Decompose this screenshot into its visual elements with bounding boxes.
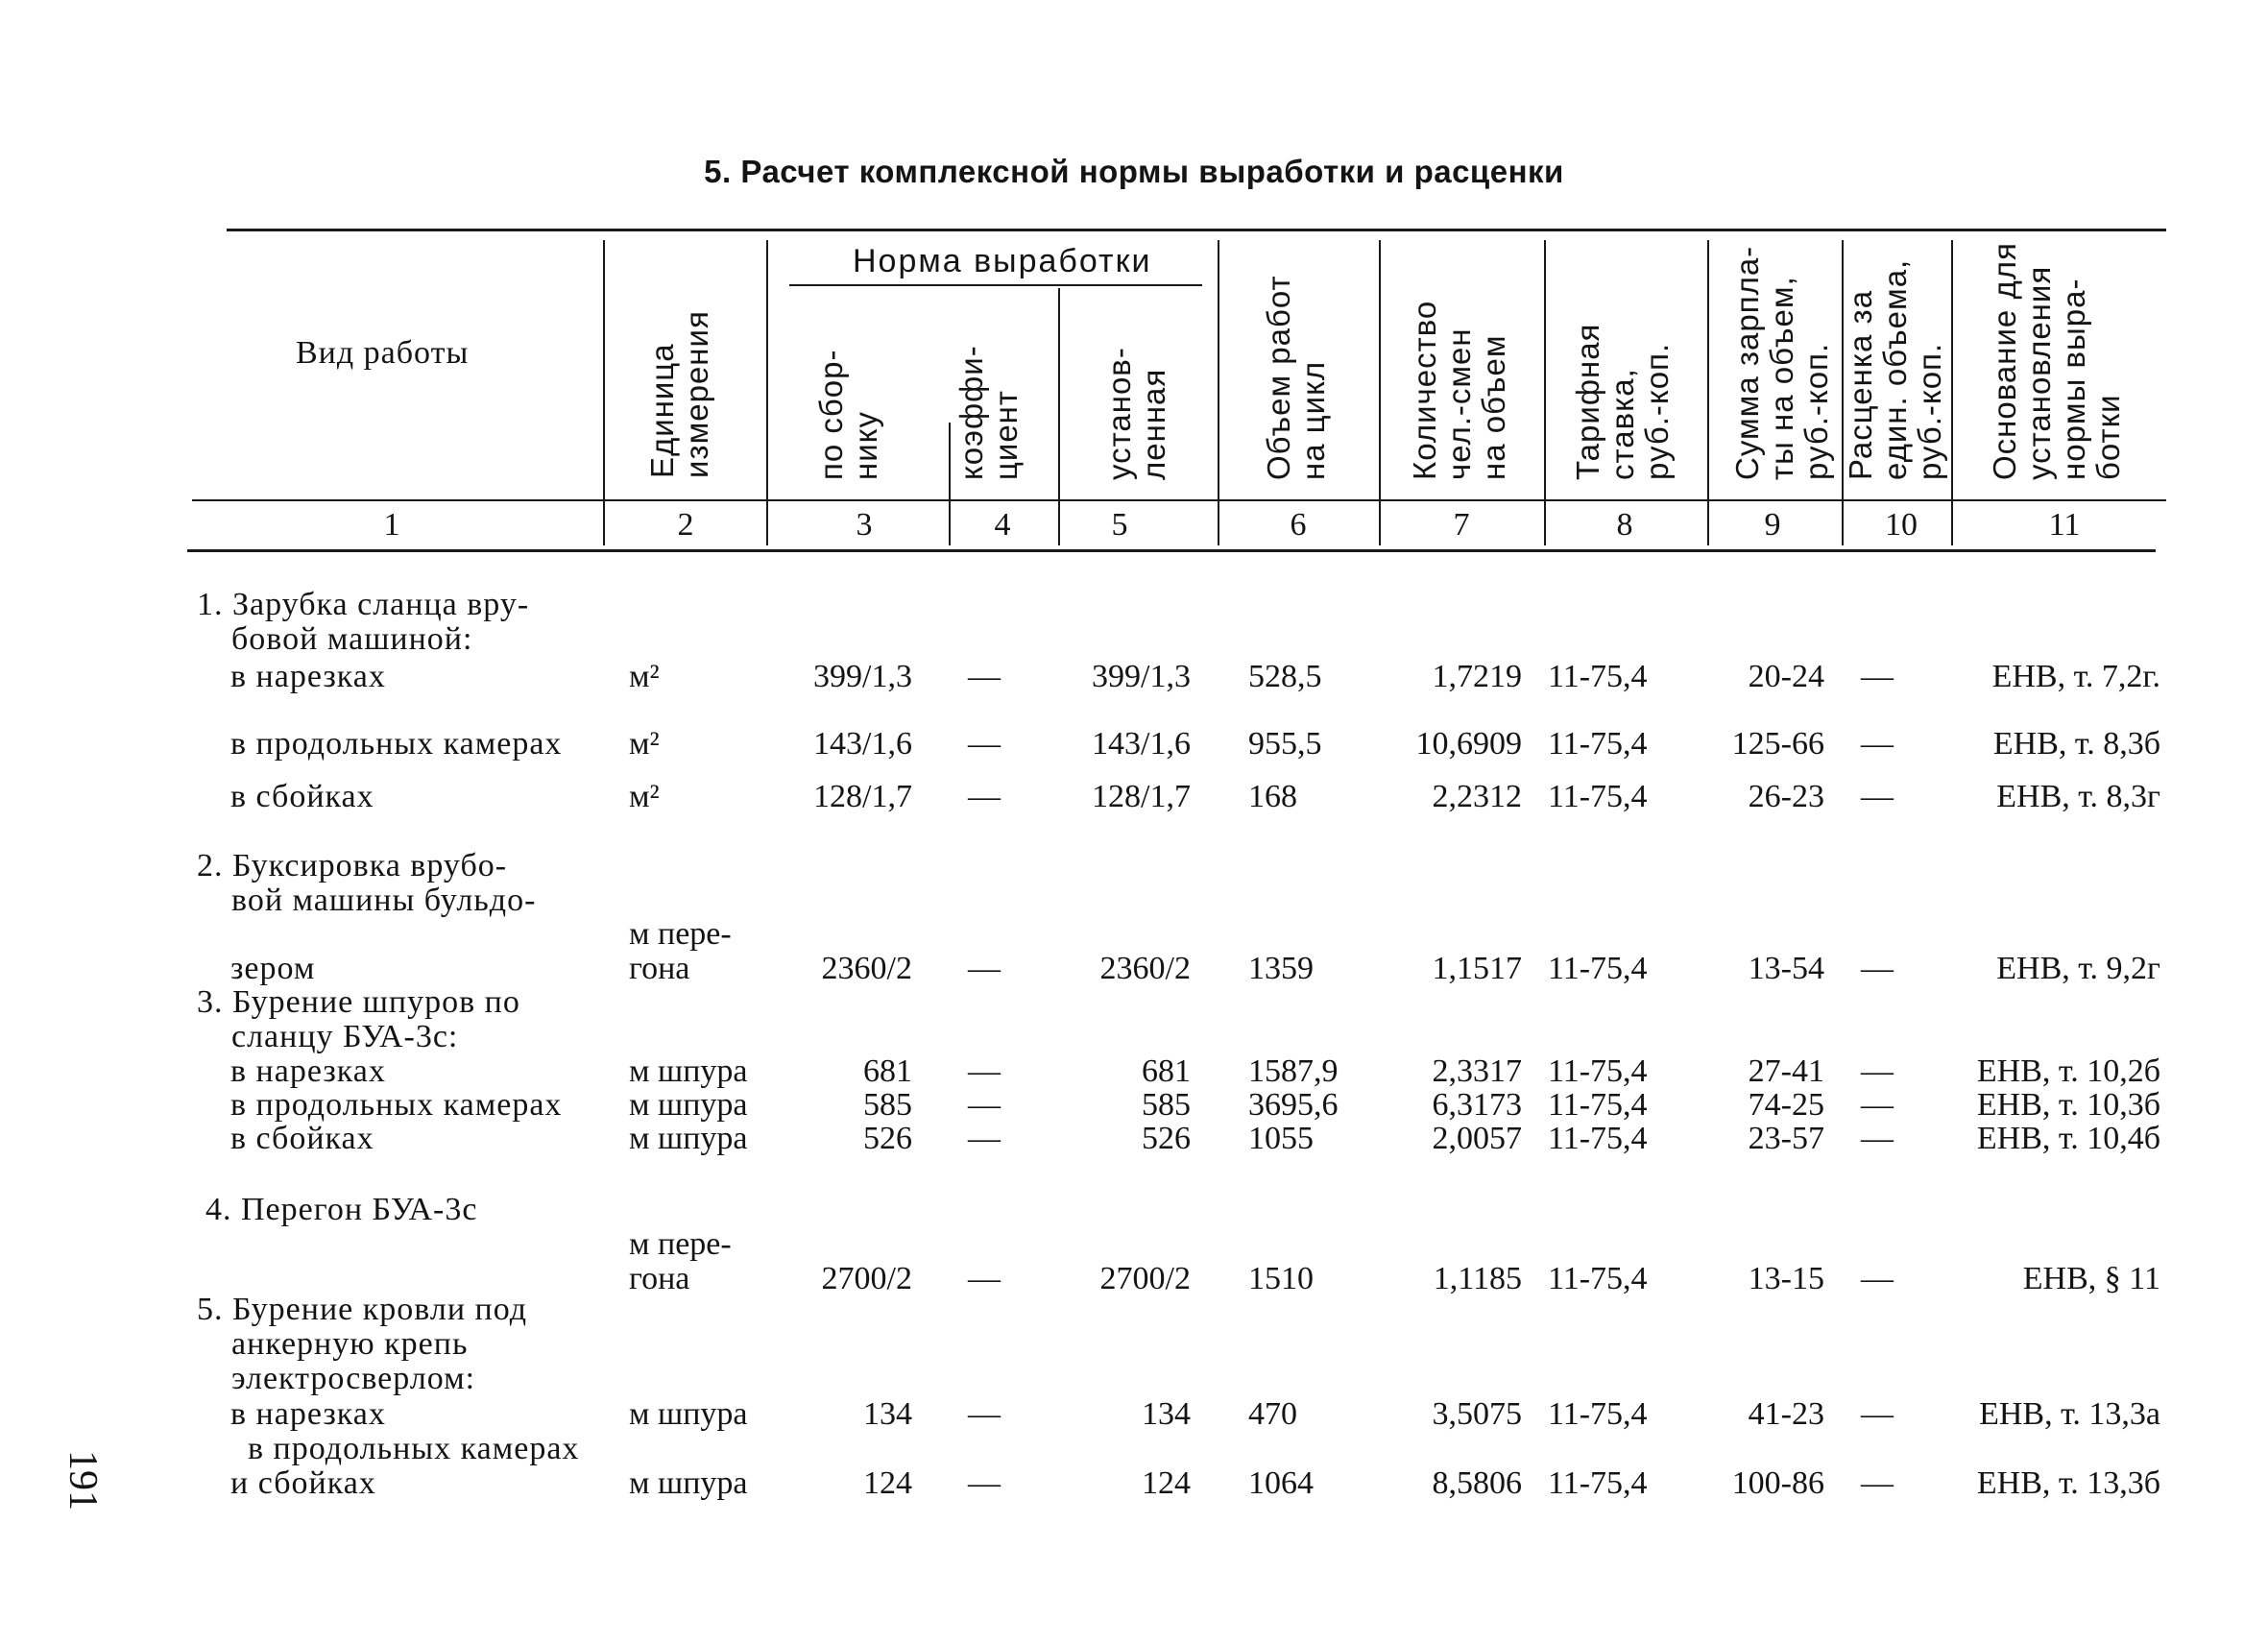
row-cell-c6: 1064 [1248,1465,1314,1501]
col-num-8: 8 [1616,507,1633,543]
row-cell-c8: 11-75,4 [1548,779,1648,814]
row-cell-c11: ЕНВ, т. 10,4б [1976,1121,2160,1156]
row-unit: м² [629,779,660,814]
header-salary-sum: Сумма зарпла- ты на объем, руб.-коп. [1729,245,1834,480]
row-work-label: в нарезках [230,1053,386,1089]
row-cell-c8: 11-75,4 [1548,1396,1648,1432]
row-cell-c5: 128/1,7 [1092,779,1191,814]
row-cell-c4: — [968,1053,1001,1089]
row-cell-c5: 585 [1142,1087,1191,1123]
row-cell-c10: — [1861,1053,1894,1089]
row-cell-c8: 11-75,4 [1548,1053,1648,1089]
row-cell-c9: 41-23 [1748,1396,1824,1432]
row-cell-c11: ЕНВ, т. 8,3г [1996,779,2160,814]
section-title-1: 1. Зарубка сланца вру- бовой машиной: [197,587,530,657]
col-num-5: 5 [1111,507,1128,543]
header-coefficient: коэффи- циент [953,345,1024,480]
col-num-11: 11 [2048,507,2081,543]
row-cell-c9: 26-23 [1748,779,1824,814]
row-cell-c10: — [1861,1261,1894,1296]
col-divider-10 [1951,240,1953,545]
row-cell-c7: 10,6909 [1415,726,1522,762]
row-cell-c11: ЕНВ, т. 7,2г. [1991,659,2160,694]
col-num-6: 6 [1290,507,1307,543]
row-cell-c10: — [1861,1087,1894,1123]
header-unit: Единица измерения [644,310,714,478]
row-work-label: в нарезках [230,1396,386,1432]
row-cell-c5: 2700/2 [1099,1261,1191,1296]
row-cell-c7: 3,5075 [1432,1396,1522,1432]
row-cell-c4: — [968,1465,1001,1501]
row-cell-c3: 681 [863,1053,912,1089]
row-cell-c9: 20-24 [1748,659,1824,694]
col-num-10: 10 [1885,507,1918,543]
row-unit: м шпура [629,1396,748,1432]
row-cell-c11: ЕНВ, т. 10,2б [1976,1053,2160,1089]
row-cell-c5: 526 [1142,1121,1191,1156]
row-cell-c8: 11-75,4 [1548,726,1648,762]
row-cell-c5: 143/1,6 [1092,726,1191,762]
row-cell-c7: 8,5806 [1432,1465,1522,1501]
col-num-4: 4 [994,507,1011,543]
row-cell-c4: — [968,659,1001,694]
col-num-7: 7 [1453,507,1470,543]
group-rule [789,284,1202,286]
row-unit: м шпура [629,1053,748,1089]
row-cell-c9: 23-57 [1748,1121,1824,1156]
header-norma-group: Норма выработки [853,243,1152,279]
row-cell-c7: 1,7219 [1432,659,1522,694]
header-bottom-rule [192,499,2166,501]
row-work-label: в продольных камерах [230,1087,563,1123]
row-cell-c9: 100-86 [1731,1465,1824,1501]
section-title-4: 4. Перегон БУА-3с [205,1192,478,1227]
row-unit: м шпура [629,1087,748,1123]
row-cell-c7: 6,3173 [1432,1087,1522,1123]
page-number: 191 [60,1450,105,1511]
row-cell-c6: 168 [1248,779,1297,814]
row-cell-c3: 2700/2 [821,1261,912,1296]
row-cell-c5: 681 [1142,1053,1191,1089]
header-ustanovlennaya: установ- ленная [1101,347,1171,480]
row-cell-c10: — [1861,659,1894,694]
row-cell-c4: — [968,779,1001,814]
row-unit: м пере- гона [629,1226,732,1296]
row-cell-c6: 955,5 [1248,726,1322,762]
page-title: 5. Расчет комплексной нормы выработки и расценки [704,154,1564,189]
row-cell-c11: ЕНВ, т. 13,3а [1979,1396,2160,1432]
header-rate: Расценка за един. объема, руб.-коп. [1843,258,1947,480]
row-work-label: в сбойках [230,779,374,814]
header-volume: Объем работ на цикл [1261,275,1331,480]
row-cell-c10: — [1861,951,1894,986]
row-cell-c6: 1055 [1248,1121,1314,1156]
column-numbers-rule [187,549,2156,552]
row-work-label: в продольных камерах и сбойках [230,1431,580,1501]
row-unit: м шпура [629,1121,748,1156]
row-cell-c7: 1,1517 [1432,951,1522,986]
row-cell-c4: — [968,1121,1001,1156]
row-cell-c6: 528,5 [1248,659,1322,694]
col-divider-5 [1218,240,1219,545]
row-cell-c3: 143/1,6 [813,726,912,762]
col-num-9: 9 [1764,507,1781,543]
header-vid-raboty: Вид работы [296,335,470,371]
row-cell-c4: — [968,1087,1001,1123]
row-cell-c4: — [968,726,1001,762]
row-cell-c11: ЕНВ, т. 10,3б [1976,1087,2160,1123]
row-cell-c6: 1510 [1248,1261,1314,1296]
row-cell-c10: — [1861,779,1894,814]
row-cell-c7: 1,1185 [1433,1261,1522,1296]
col-divider-2 [766,240,768,545]
row-cell-c10: — [1861,1396,1894,1432]
row-cell-c6: 3695,6 [1248,1087,1339,1123]
row-work-label: зером [230,951,316,986]
section-title-5: 5. Бурение кровли под анкерную крепь электросверлом: [197,1292,528,1396]
section-title-3: 3. Бурение шпуров по сланцу БУА-3с: [197,984,520,1054]
row-unit: м пере- гона [629,916,732,986]
row-cell-c11: ЕНВ, т. 9,2г [1996,951,2160,986]
col-divider-8 [1707,240,1709,545]
row-cell-c10: — [1861,1465,1894,1501]
col-divider-4 [1058,288,1060,545]
col-num-1: 1 [383,507,400,543]
row-cell-c10: — [1861,1121,1894,1156]
row-work-label: в нарезках [230,659,386,694]
row-unit: м² [629,726,660,762]
col-num-3: 3 [856,507,873,543]
row-cell-c9: 27-41 [1748,1053,1824,1089]
row-unit: м шпура [629,1465,748,1501]
row-cell-c3: 2360/2 [821,951,912,986]
row-cell-c7: 2,3317 [1432,1053,1522,1089]
row-cell-c5: 124 [1142,1465,1191,1501]
row-cell-c6: 1359 [1248,951,1314,986]
row-cell-c11: ЕНВ, т. 8,3б [1992,726,2160,762]
row-cell-c4: — [968,951,1001,986]
row-cell-c7: 2,0057 [1432,1121,1522,1156]
col-num-2: 2 [677,507,694,543]
row-cell-c4: — [968,1396,1001,1432]
row-cell-c5: 134 [1142,1396,1191,1432]
row-cell-c3: 124 [863,1465,912,1501]
row-work-label: в сбойках [230,1121,374,1156]
row-unit: м² [629,659,660,694]
row-cell-c3: 128/1,7 [813,779,912,814]
section-title-2: 2. Буксировка врубо- вой машины бульдо- [197,848,537,918]
col-divider-7 [1544,240,1546,545]
row-cell-c4: — [968,1261,1001,1296]
row-cell-c6: 470 [1248,1396,1297,1432]
row-cell-c10: — [1861,726,1894,762]
header-tariff: Тарифная ставка, руб.-коп. [1570,323,1675,480]
row-cell-c8: 11-75,4 [1548,659,1648,694]
row-cell-c9: 13-15 [1748,1261,1824,1296]
row-cell-c11: ЕНВ, § 11 [2022,1261,2160,1296]
row-cell-c9: 74-25 [1748,1087,1824,1123]
col-divider-3 [949,423,951,545]
table-top-rule [227,229,2166,231]
row-cell-c8: 11-75,4 [1548,1087,1648,1123]
row-cell-c5: 399/1,3 [1092,659,1191,694]
row-cell-c3: 585 [863,1087,912,1123]
header-man-shifts: Количество чел.-смен на объем [1407,300,1511,480]
row-cell-c8: 11-75,4 [1548,951,1648,986]
row-cell-c9: 13-54 [1748,951,1824,986]
header-basis: Основание для установления нормы выра- ботки [1987,242,2126,480]
row-cell-c8: 11-75,4 [1548,1121,1648,1156]
row-cell-c5: 2360/2 [1099,951,1191,986]
row-cell-c8: 11-75,4 [1548,1465,1648,1501]
header-sbornik: по сбор- нику [813,349,883,480]
row-cell-c3: 134 [863,1396,912,1432]
col-divider-1 [603,240,605,545]
row-cell-c11: ЕНВ, т. 13,3б [1976,1465,2160,1501]
row-cell-c9: 125-66 [1731,726,1824,762]
col-divider-6 [1379,240,1381,545]
row-cell-c3: 526 [863,1121,912,1156]
row-cell-c6: 1587,9 [1248,1053,1339,1089]
row-work-label: в продольных камерах [230,726,563,762]
row-cell-c3: 399/1,3 [813,659,912,694]
row-cell-c7: 2,2312 [1432,779,1522,814]
row-cell-c8: 11-75,4 [1548,1261,1648,1296]
